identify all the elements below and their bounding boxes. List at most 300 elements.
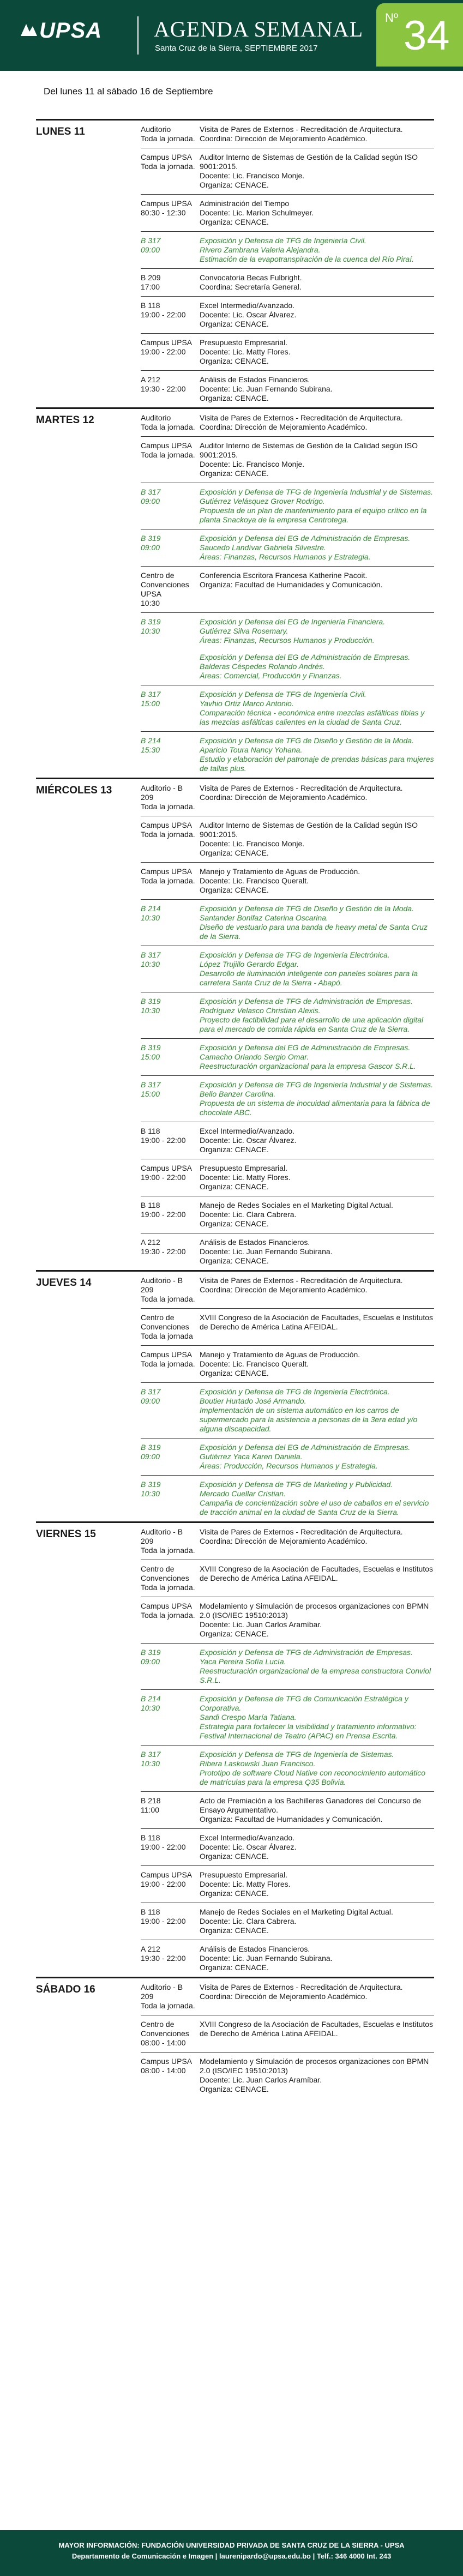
event-location xyxy=(141,199,197,227)
event-location-line: Campus UPSA xyxy=(141,2057,193,2066)
event-location-line: Campus UPSA xyxy=(141,1870,193,1879)
day-name: JUEVES 14 xyxy=(36,1277,92,1289)
event-description-line: Organiza: CENACE. xyxy=(200,320,269,328)
event-description-line: Estimación de la evapotranspiración de la cuenca del Río Piraí. xyxy=(200,255,414,263)
event-description-line: Áreas: Comercial, Producción y Finanzas. xyxy=(200,671,342,680)
event-row xyxy=(141,1272,434,1309)
event-row xyxy=(141,1196,434,1233)
day-events xyxy=(141,1272,434,1521)
event-location-line: Campus UPSA xyxy=(141,1602,193,1610)
event-description-line: Docente: Lic. Francisco Monje. xyxy=(200,171,305,180)
event-location-line: B 118 xyxy=(141,1907,160,1916)
event-location-line: B 317 xyxy=(141,1080,161,1089)
event-description-line: Exposición y Defensa de TFG de Ingeniería Civil. xyxy=(200,236,366,245)
event-description-line: Análisis de Estados Financieros. xyxy=(200,1945,310,1953)
event-description-line: Exposición y Defensa de TFG de Marketing y Publicidad. xyxy=(200,1480,393,1489)
event-location xyxy=(141,1564,197,1592)
event-description-line: Áreas: Finanzas, Recursos Humanos y Estrategia. xyxy=(200,552,371,561)
event-location-line: 10:30 xyxy=(141,627,160,635)
event-row xyxy=(141,269,434,297)
event-description-line: Docente: Lic. Matty Flores. xyxy=(200,347,291,356)
event-description-line: Exposición y Defensa de TFG de Diseño y Gestión de la Moda. xyxy=(200,904,414,913)
thesis-defense-event xyxy=(141,1039,434,1076)
event-location-line: Toda la jornada. xyxy=(141,802,195,811)
event-location-line: 80:30 - 12:30 xyxy=(141,208,186,217)
event-row xyxy=(141,1829,434,1866)
thesis-defense-event xyxy=(141,685,434,732)
event-location xyxy=(141,375,197,403)
event-row xyxy=(141,816,434,863)
event-description-line: Organiza: CENACE. xyxy=(200,394,269,402)
event-location-line: Campus UPSA xyxy=(141,338,193,347)
event-location-line: A 212 xyxy=(141,375,160,384)
event-location xyxy=(141,1313,197,1341)
event-description xyxy=(197,338,434,366)
event-location xyxy=(141,1945,197,1972)
event-description-line: Visita de Pares de Externos - Recreditación de Arquitectura. xyxy=(200,784,403,792)
day-events xyxy=(141,1523,434,1977)
event-location-line: 09:00 xyxy=(141,1397,160,1405)
event-location-line: B 118 xyxy=(141,1833,160,1842)
event-location xyxy=(141,821,197,858)
page-subtitle: Santa Cruz de la Sierra, SEPTIEMBRE 2017 xyxy=(155,44,318,53)
event-description-line: Docente: Lic. Juan Fernando Subirana. xyxy=(200,1247,333,1256)
event-description xyxy=(197,413,434,432)
event-description-line: Coordina: Dirección de Mejoramiento Académico. xyxy=(200,423,368,431)
event-description-line: Organiza: CENACE. xyxy=(200,1963,269,1972)
event-location-line: Auditorio - B 209 xyxy=(141,1983,183,2001)
event-row xyxy=(141,1866,434,1903)
event-location xyxy=(141,2057,197,2094)
event-description xyxy=(197,1043,434,1071)
event-description-line: Coordina: Dirección de Mejoramiento Académico. xyxy=(200,793,368,802)
event-description-line: Exposición y Defensa de TFG de Diseño y Gestión de la Moda. xyxy=(200,736,414,745)
event-location xyxy=(141,1080,197,1117)
event-row xyxy=(141,121,434,148)
event-location-line: B 319 xyxy=(141,617,161,626)
day-events xyxy=(141,779,434,1270)
event-location-line: Auditorio - B 209 xyxy=(141,1276,183,1294)
event-location-line: Toda la jornada. xyxy=(141,1295,195,1303)
event-location-line: 08:00 - 14:00 xyxy=(141,2066,186,2075)
event-location-line: 19:30 - 22:00 xyxy=(141,1247,186,1256)
event-description-line: Exposición y Defensa de TFG de Ingeniería de Sistemas. xyxy=(200,1750,394,1759)
event-location-line: 19:00 - 22:00 xyxy=(141,347,186,356)
event-location-line: Toda la jornada. xyxy=(141,1583,195,1592)
event-location-line: 10:30 xyxy=(141,1704,160,1712)
event-description xyxy=(197,1833,434,1861)
event-location xyxy=(141,301,197,329)
event-description-line: Coordina: Dirección de Mejoramiento Académico. xyxy=(200,134,368,143)
event-location-line: 09:00 xyxy=(141,543,160,552)
event-location xyxy=(141,736,197,773)
event-description-line: Exposición y Defensa del EG de Administración de Empresas. xyxy=(200,1443,411,1452)
event-description-line: Organiza: CENACE. xyxy=(200,848,269,857)
event-location-line: 19:00 - 22:00 xyxy=(141,1210,186,1219)
event-location-line: Auditorio - B 209 xyxy=(141,1527,183,1545)
event-description-line: Campaña de concientización sobre el uso de caballos en el servicio de tracción animal en la ciudad de Santa Cruz de la Sierra. xyxy=(200,1498,429,1516)
day-name: SÁBADO 16 xyxy=(36,1984,95,1995)
event-description-line: Exposición y Defensa de TFG de Comunicación Estratégica y Corporativa. xyxy=(200,1694,408,1712)
event-description-line: Administración del Tiempo xyxy=(200,199,290,208)
event-description-line: Mercado Cuellar Cristian. xyxy=(200,1489,286,1498)
event-location xyxy=(141,1350,197,1378)
event-location-line: 10:30 xyxy=(141,1006,160,1015)
event-description-line: Exposición y Defensa del EG de Administración de Empresas. xyxy=(200,1043,411,1052)
event-description xyxy=(197,904,434,941)
event-row xyxy=(141,1159,434,1196)
agenda-list xyxy=(36,119,434,2098)
event-location-line: B 317 xyxy=(141,950,161,959)
event-description-line: Visita de Pares de Externos - Recreditación de Arquitectura. xyxy=(200,413,403,422)
event-description-line: Docente: Lic. Oscar Álvarez. xyxy=(200,310,297,319)
event-location-line: Toda la jornada. xyxy=(141,876,195,885)
event-description-line: Manejo y Tratamiento de Aguas de Producción. xyxy=(200,867,360,876)
event-location-line: B 118 xyxy=(141,1127,160,1135)
thesis-defense-event xyxy=(141,1644,434,1690)
event-location xyxy=(141,153,197,190)
day-section xyxy=(36,1270,434,1521)
event-description xyxy=(197,617,434,681)
event-row xyxy=(141,1309,434,1346)
event-description-line: Estudio y elaboración del patronaje de prendas básicas para mujeres de tallas plus. xyxy=(200,755,434,773)
event-description-line: Coordina: Dirección de Mejoramiento Académico. xyxy=(200,1537,368,1545)
event-description xyxy=(197,1164,434,1191)
event-location xyxy=(141,1694,197,1741)
event-description xyxy=(197,1564,434,1592)
event-description-line: Acto de Premiación a los Bachilleres Ganadores del Concurso de Ensayo Argumentativo. xyxy=(200,1796,422,1814)
event-location-line: Centro de xyxy=(141,2020,175,2029)
event-description-line: Prototipo de software Cloud Native con reconocimiento automático de matrículas para la empresa Q35 Bolivia. xyxy=(200,1768,425,1786)
event-row xyxy=(141,1978,434,2015)
event-description-line: Santander Bonifaz Caterina Oscarina. xyxy=(200,913,328,922)
day-section xyxy=(36,1977,434,2098)
event-location xyxy=(141,1043,197,1071)
event-description xyxy=(197,534,434,562)
event-description-line: Áreas: Producción, Recursos Humanos y Estrategia. xyxy=(200,1461,378,1470)
event-description-line: Visita de Pares de Externos - Recreditación de Arquitectura. xyxy=(200,1527,403,1536)
event-location xyxy=(141,236,197,264)
event-description-line: Docente: Lic. Francisco Queralt. xyxy=(200,876,309,885)
event-row xyxy=(141,148,434,195)
event-description-line: Exposición y Defensa de TFG de Ingeniería Electrónica. xyxy=(200,1387,390,1396)
event-row xyxy=(141,1346,434,1383)
event-description-line: Diseño de vestuario para una banda de heavy metal de Santa Cruz de la Sierra. xyxy=(200,923,428,941)
event-row xyxy=(141,2015,434,2053)
event-location-line: B 214 xyxy=(141,904,161,913)
event-description xyxy=(197,441,434,478)
event-location-line: Campus UPSA xyxy=(141,153,193,161)
event-description xyxy=(197,1313,434,1341)
event-description-line: Rivero Zambrana Valeria Alejandra. xyxy=(200,245,321,254)
event-description-line: Excel Intermedio/Avanzado. xyxy=(200,1833,295,1842)
event-location-line: B 319 xyxy=(141,1648,161,1657)
thesis-defense-event xyxy=(141,1076,434,1122)
event-location-line: Convenciones xyxy=(141,1322,189,1331)
event-location xyxy=(141,1648,197,1685)
event-description-line: Organiza: CENACE. xyxy=(200,357,269,365)
event-location xyxy=(141,441,197,478)
event-location-line: Auditorio xyxy=(141,413,171,422)
event-location-line: Campus UPSA xyxy=(141,199,193,208)
event-location-line: Toda la jornada. xyxy=(141,134,195,143)
event-location-line: Campus UPSA xyxy=(141,821,193,829)
day-name: MARTES 12 xyxy=(36,414,94,426)
event-description-line: Propuesta de un sistema de inocuidad alimentaria para la fábrica de chocolate ABC. xyxy=(200,1099,430,1117)
event-description-line: Yaca Pereira Sofía Lucía. xyxy=(200,1657,286,1666)
event-location-line: B 317 xyxy=(141,487,161,496)
event-description xyxy=(197,153,434,190)
event-description-line: Análisis de Estados Financieros. xyxy=(200,1238,310,1247)
event-row xyxy=(141,371,434,407)
event-location xyxy=(141,997,197,1034)
event-location-line: 19:30 - 22:00 xyxy=(141,384,186,393)
event-location-line: Centro de xyxy=(141,1313,175,1322)
event-location xyxy=(141,273,197,292)
event-description-line: Manejo de Redes Sociales en el Marketing Digital Actual. xyxy=(200,1907,393,1916)
event-location-line: 15:30 xyxy=(141,745,160,754)
event-location-line: Auditorio xyxy=(141,125,171,134)
event-description xyxy=(197,997,434,1034)
event-location-line: 08:00 - 14:00 xyxy=(141,2038,186,2047)
event-description-line: Organiza: Facultad de Humanidades y Comunicación. xyxy=(200,580,383,589)
event-description xyxy=(197,1276,434,1304)
event-location-line: Convenciones xyxy=(141,1574,189,1582)
event-description-line: Exposición y Defensa del EG de Ingeniería Financiera. xyxy=(200,617,386,626)
event-description-line: Docente: Lic. Francisco Monje. xyxy=(200,839,305,848)
event-location-line: Convenciones UPSA xyxy=(141,580,189,598)
event-row xyxy=(141,297,434,334)
event-description-line: Docente: Lic. Matty Flores. xyxy=(200,1880,291,1888)
event-description-line: Docente: Lic. Oscar Álvarez. xyxy=(200,1136,297,1145)
event-location-line: 10:30 xyxy=(141,960,160,968)
event-description xyxy=(197,1080,434,1117)
event-description xyxy=(197,301,434,329)
event-description-line: Gutiérrez Yaca Karen Daniela. xyxy=(200,1452,303,1461)
event-location-line: 09:00 xyxy=(141,1657,160,1666)
event-location-line: B 317 xyxy=(141,236,161,245)
event-location-line: Toda la jornada. xyxy=(141,1359,195,1368)
event-row xyxy=(141,779,434,816)
event-description-line: Organiza: CENACE. xyxy=(200,1852,269,1861)
event-row xyxy=(141,567,434,613)
event-location xyxy=(141,487,197,525)
day-section xyxy=(36,407,434,778)
event-row xyxy=(141,1940,434,1977)
event-description-line: Docente: Lic. Marion Schulmeyer. xyxy=(200,208,314,217)
event-description-line: Organiza: CENACE. xyxy=(200,1629,269,1638)
event-description-line: Organiza: CENACE. xyxy=(200,2085,269,2093)
thesis-defense-event xyxy=(141,900,434,946)
event-description-line: Presupuesto Empresarial. xyxy=(200,338,288,347)
event-description-line: Organiza: CENACE. xyxy=(200,1256,269,1265)
event-location-line: Centro de xyxy=(141,1564,175,1573)
event-description-line: Bello Banzer Carolina. xyxy=(200,1090,276,1098)
event-description-line: Exposición y Defensa del EG de Administración de Empresas. xyxy=(200,653,411,661)
event-description-line: Exposición y Defensa de TFG de Ingeniería Industrial y de Sistemas. xyxy=(200,487,433,496)
thesis-defense-event xyxy=(141,1383,434,1439)
event-location xyxy=(141,1164,197,1191)
event-description-line: Conferencia Escritora Francesa Katherine Pacoit. xyxy=(200,571,368,580)
event-description-line: Convocatoria Becas Fulbright. xyxy=(200,273,302,282)
event-location-line: B 317 xyxy=(141,690,161,699)
event-location xyxy=(141,1201,197,1229)
event-location xyxy=(141,1833,197,1861)
footer-contact: Departamento de Comunicación e Imagen | laurenipardo@upsa.edu.bo | Telf.: 346 4000 Int. 243 xyxy=(71,2552,392,2560)
event-location-line: Campus UPSA xyxy=(141,1350,193,1359)
event-description-line: Docente: Lic. Francisco Queralt. xyxy=(200,1359,309,1368)
event-location-line: Toda la jornada. xyxy=(141,423,195,431)
event-description-line: Docente: Lic. Francisco Monje. xyxy=(200,460,305,468)
event-description xyxy=(197,125,434,143)
event-location xyxy=(141,338,197,366)
event-description-line: Docente: Lic. Juan Carlos Aramíbar. xyxy=(200,2075,322,2084)
day-section xyxy=(36,119,434,407)
event-location xyxy=(141,534,197,562)
event-location xyxy=(141,1870,197,1898)
event-location-line: 19:00 - 22:00 xyxy=(141,1173,186,1182)
thesis-defense-event xyxy=(141,1746,434,1792)
event-description-line: Docente: Lic. Juan Fernando Subirana. xyxy=(200,384,333,393)
event-description-line: Coordina: Dirección de Mejoramiento Académico. xyxy=(200,1285,368,1294)
event-description-line: Presupuesto Empresarial. xyxy=(200,1164,288,1172)
event-description-line: Coordina: Secretaría General. xyxy=(200,282,302,291)
date-range: Del lunes 11 al sábado 16 de Septiembre xyxy=(44,86,213,97)
event-location-line: Auditorio - B 209 xyxy=(141,784,183,802)
event-location-line: Centro de xyxy=(141,571,175,580)
event-location-line: B 218 xyxy=(141,1796,161,1805)
event-description xyxy=(197,1602,434,1639)
event-description-line: Modelamiento y Simulación de procesos organizaciones con BPMN 2.0 (ISO/IEC 19510:2013) xyxy=(200,1602,429,1620)
event-location xyxy=(141,1796,197,1824)
event-location-line: 19:00 - 22:00 xyxy=(141,1843,186,1851)
event-location xyxy=(141,1443,197,1471)
event-location-line: Toda la jornada xyxy=(141,1332,193,1340)
event-location xyxy=(141,1238,197,1266)
event-description-line: Estrategia para fortalecer la visibilidad y tratamiento informativo: Festival Internacional de Teatro (APAC) en Prensa Escrita. xyxy=(200,1722,417,1740)
event-location-line: B 214 xyxy=(141,1694,161,1703)
day-name: MIÉRCOLES 13 xyxy=(36,785,112,796)
issue-number-label: Nº xyxy=(385,11,398,25)
event-location xyxy=(141,690,197,727)
event-description-line: Gutiérrez Velásquez Grover Rodrigo. xyxy=(200,497,325,505)
event-location-line: Campus UPSA xyxy=(141,1164,193,1172)
event-location-line: B 319 xyxy=(141,997,161,1006)
event-description xyxy=(197,1983,434,2011)
event-location xyxy=(141,2020,197,2048)
event-location-line: B 209 xyxy=(141,273,161,282)
event-location-line: 11:00 xyxy=(141,1805,159,1814)
event-location-line: B 317 xyxy=(141,1750,161,1759)
event-description-line: Organiza: CENACE. xyxy=(200,1219,269,1228)
event-location-line: Convenciones xyxy=(141,2029,189,2038)
event-description xyxy=(197,1480,434,1517)
event-description-line: Proyecto de factibilidad para el desarrollo de una aplicación digital para el mercado de comida rápida en Santa Cruz de la Sierra. xyxy=(200,1015,424,1033)
upsa-logo: UPSA xyxy=(39,19,103,43)
event-row xyxy=(141,437,434,483)
event-description-line: Organiza: CENACE. xyxy=(200,218,269,226)
event-row xyxy=(141,195,434,232)
event-description-line: Auditor Interno de Sistemas de Gestión de la Calidad según ISO 9001:2015. xyxy=(200,153,418,171)
event-description-line: Desarrollo de iluminación inteligente con paneles solares para la carretera Santa Cruz de la Sierra - Abapó. xyxy=(200,969,418,987)
event-location-line: Campus UPSA xyxy=(141,441,193,450)
event-location-line: 19:00 - 22:00 xyxy=(141,1136,186,1145)
event-description xyxy=(197,1796,434,1824)
event-description xyxy=(197,571,434,608)
event-row xyxy=(141,409,434,437)
event-location xyxy=(141,1276,197,1304)
thesis-defense-event xyxy=(141,232,434,269)
event-location xyxy=(141,1387,197,1434)
day-events xyxy=(141,121,434,407)
event-location-line: B 319 xyxy=(141,1043,161,1052)
event-location-line: B 319 xyxy=(141,1443,161,1452)
event-description-line: Docente: Lic. Clara Cabrera. xyxy=(200,1210,297,1219)
event-description-line: Visita de Pares de Externos - Recreditación de Arquitectura. xyxy=(200,1276,403,1285)
event-description-line: XVIII Congreso de la Asociación de Facultades, Escuelas e Institutos de Derecho de América Latina AFEIDAL. xyxy=(200,1564,434,1582)
event-description-line: Yavhio Ortiz Marco Antonio. xyxy=(200,699,294,708)
event-location-line: 10:30 xyxy=(141,599,160,607)
event-row xyxy=(141,1792,434,1829)
event-description-line: Exposición y Defensa de TFG de Ingeniería Civil. xyxy=(200,690,366,699)
event-location xyxy=(141,617,197,681)
event-description-line: Organiza: CENACE. xyxy=(200,1182,269,1191)
event-location xyxy=(141,784,197,811)
event-row xyxy=(141,1523,434,1560)
event-description-line: Coordina: Dirección de Mejoramiento Académico. xyxy=(200,1992,368,2001)
event-row xyxy=(141,334,434,371)
event-description xyxy=(197,1945,434,1972)
event-location xyxy=(141,1983,197,2011)
event-description-line: Exposición y Defensa de TFG de Ingeniería Industrial y de Sistemas. xyxy=(200,1080,433,1089)
issue-number-badge xyxy=(376,3,463,67)
event-description-line: Docente: Lic. Oscar Álvarez. xyxy=(200,1843,297,1851)
event-description-line: Organiza: CENACE. xyxy=(200,886,269,894)
event-location xyxy=(141,1602,197,1639)
event-location-line: 10:30 xyxy=(141,913,160,922)
event-location-line: 10:30 xyxy=(141,1759,160,1768)
event-description xyxy=(197,199,434,227)
event-location xyxy=(141,1907,197,1935)
event-description xyxy=(197,236,434,264)
event-description xyxy=(197,1443,434,1471)
event-description xyxy=(197,1238,434,1266)
issue-number: 34 xyxy=(404,13,450,59)
event-row xyxy=(141,1903,434,1940)
event-description-line: Balderas Céspedes Rolando Andrés. xyxy=(200,662,325,671)
event-description xyxy=(197,950,434,988)
footer-info: MAYOR INFORMACIÓN: FUNDACIÓN UNIVERSIDAD PRIVADA DE SANTA CRUZ DE LA SIERRA - UPSA xyxy=(58,2541,405,2549)
upsa-logo-icon xyxy=(20,22,38,38)
event-location-line: B 317 xyxy=(141,1387,161,1396)
event-description-line: Visita de Pares de Externos - Recreditación de Arquitectura. xyxy=(200,1983,403,1991)
event-description xyxy=(197,273,434,292)
event-description-line: Organiza: CENACE. xyxy=(200,469,269,478)
event-location-line: B 214 xyxy=(141,736,161,745)
thesis-defense-event xyxy=(141,1439,434,1476)
footer xyxy=(0,2530,463,2576)
event-description-line: Comparación técnica - económica entre mezclas asfálticas tibias y las mezclas asfálticas calientes en la ciudad de Santa Cruz. xyxy=(200,708,425,726)
header-banner xyxy=(0,0,463,71)
event-location xyxy=(141,1750,197,1787)
day-events xyxy=(141,409,434,778)
event-description-line: Exposición y Defensa de TFG de Administración de Empresas. xyxy=(200,1648,413,1657)
event-location xyxy=(141,1480,197,1517)
event-description-line: Exposición y Defensa del EG de Administración de Empresas. xyxy=(200,534,411,543)
event-description xyxy=(197,736,434,773)
event-description-line: Sandi Crespo María Tatiana. xyxy=(200,1713,297,1722)
event-description xyxy=(197,1648,434,1685)
